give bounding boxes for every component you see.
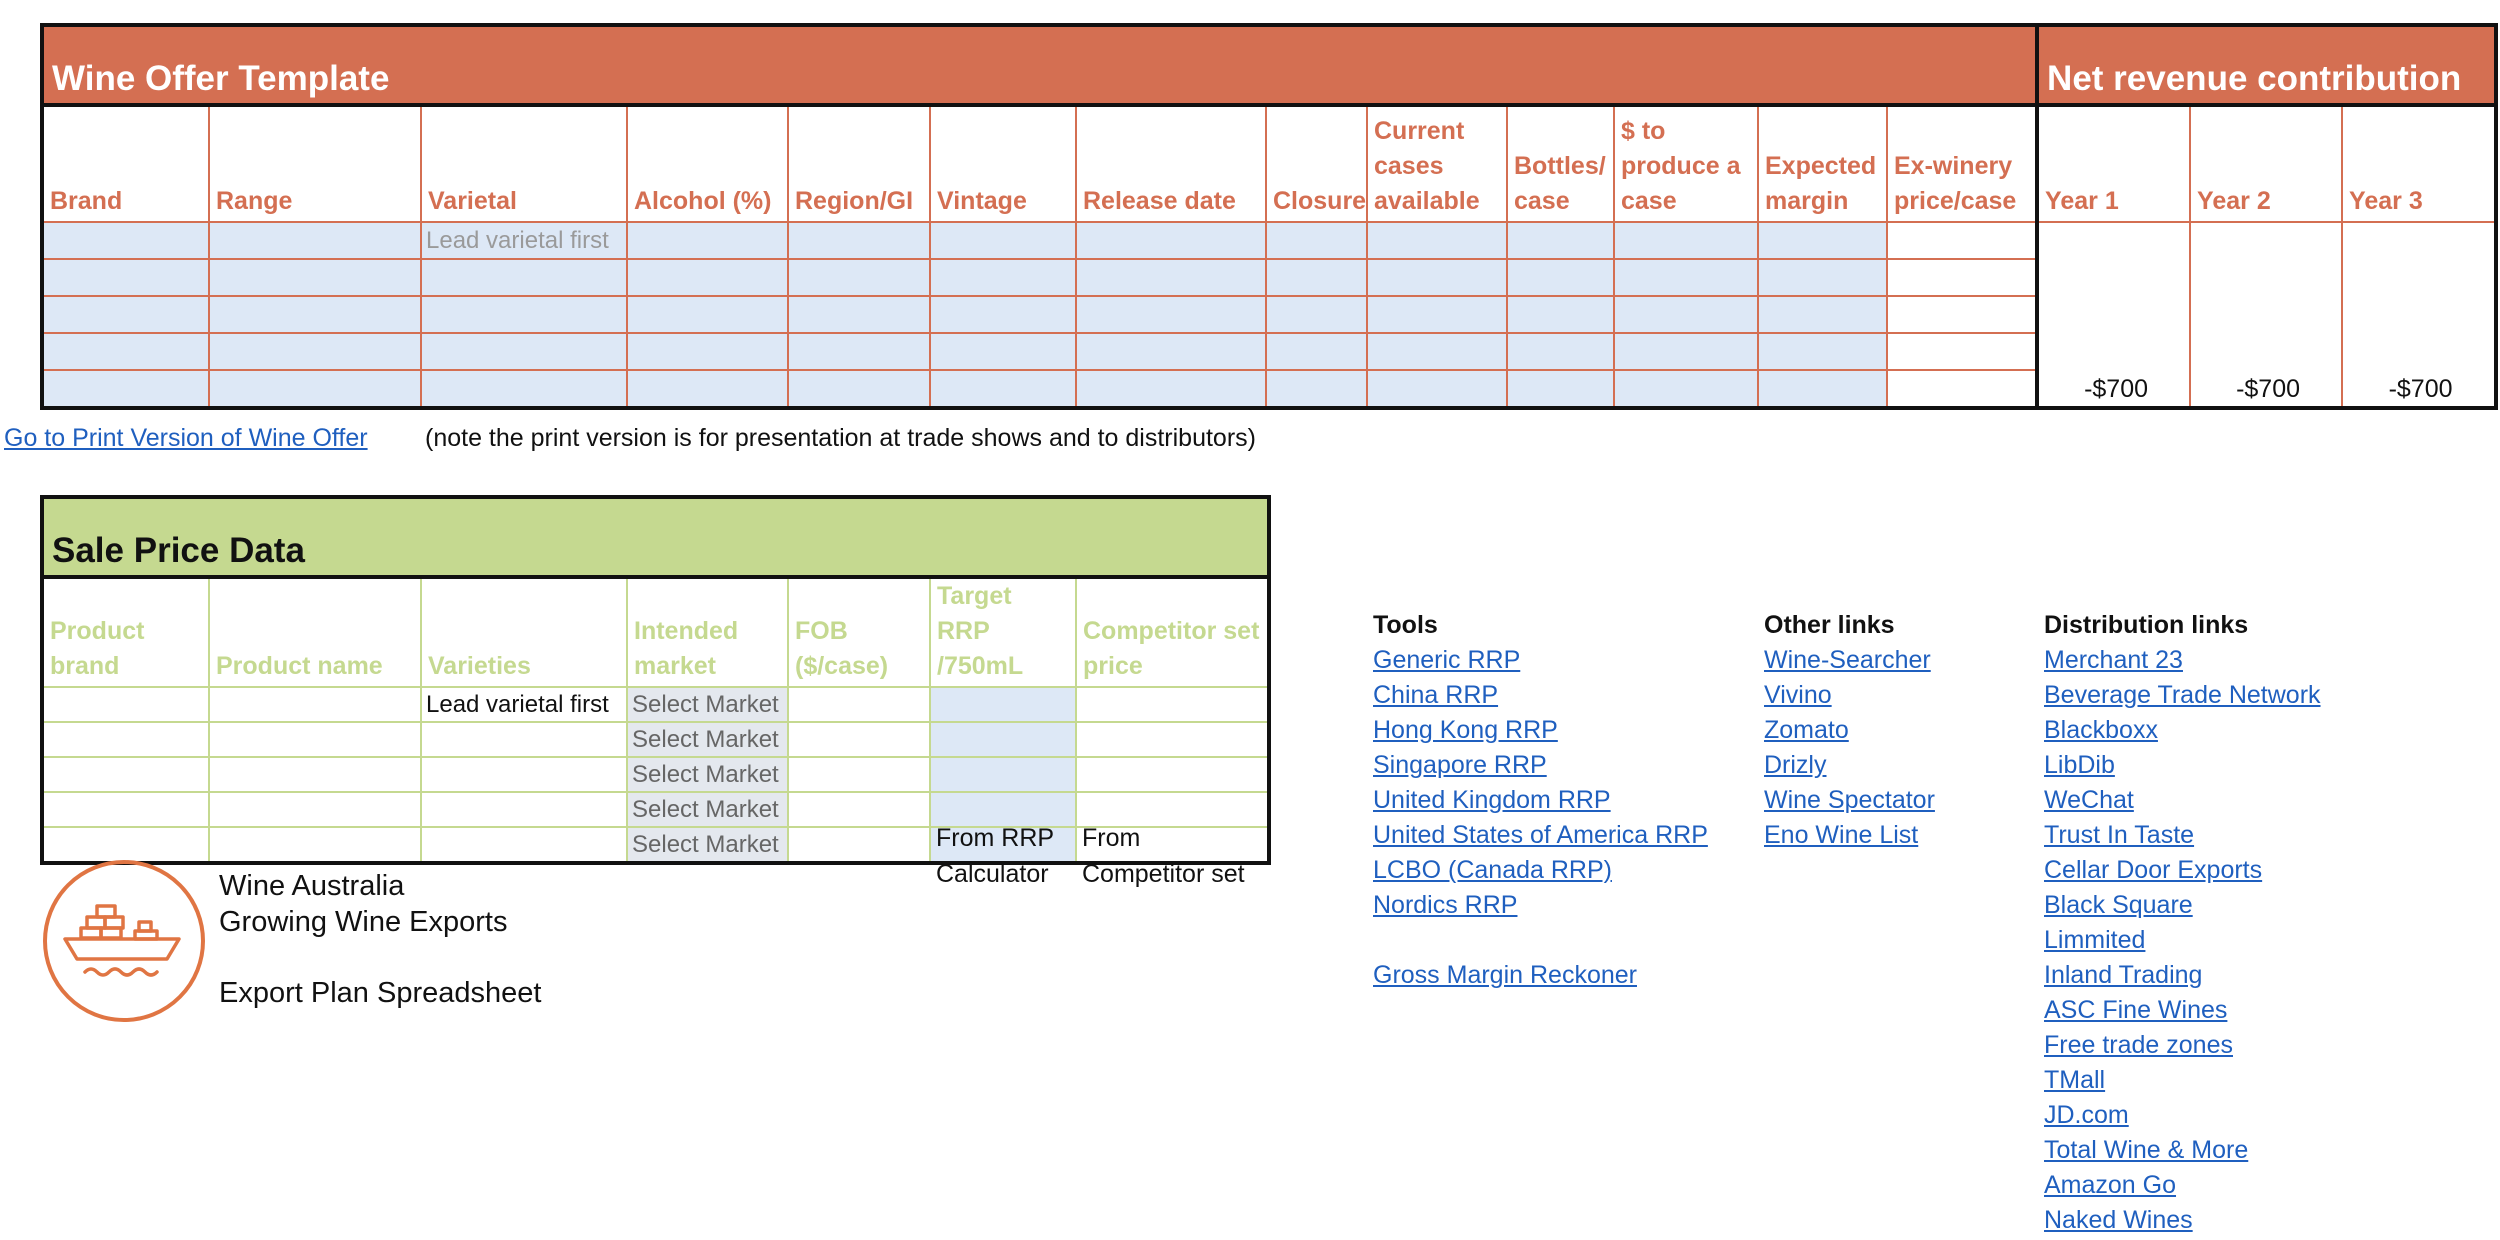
input-cell[interactable]	[627, 296, 788, 333]
input-cell[interactable]	[421, 259, 627, 296]
print-version-link[interactable]: Go to Print Version of Wine Offer	[4, 424, 368, 452]
input-cell[interactable]	[42, 722, 209, 757]
input-cell[interactable]	[42, 333, 209, 370]
tools-link-lcbo-rrp[interactable]: LCBO (Canada RRP)	[1373, 856, 1612, 884]
sale-price-title: Sale Price Data	[42, 497, 1269, 577]
input-cell[interactable]	[42, 687, 209, 722]
table-row	[42, 222, 2496, 259]
input-cell[interactable]	[421, 370, 627, 408]
input-cell[interactable]	[1507, 259, 1614, 296]
other-link-vivino[interactable]: Vivino	[1764, 681, 1832, 709]
input-cell[interactable]	[1758, 333, 1887, 370]
tools-link-nordics-rrp[interactable]: Nordics RRP	[1373, 891, 1518, 919]
input-cell[interactable]	[1367, 296, 1507, 333]
table-row	[42, 722, 1269, 757]
col-header-product-brand: Product brand	[42, 577, 209, 687]
col-header-intended-market: Intended market	[627, 577, 788, 687]
col-header-current-cases: Current cases available	[1367, 105, 1507, 222]
input-cell[interactable]	[627, 222, 788, 259]
input-cell[interactable]	[1367, 333, 1507, 370]
input-cell[interactable]	[1367, 222, 1507, 259]
other-links-list	[1764, 608, 1935, 853]
rrp-source-note: From RRP Calculator	[936, 824, 1055, 888]
rrp-cell[interactable]	[930, 757, 1076, 792]
col-header-bottles-case: Bottles/ case	[1507, 105, 1614, 222]
input-cell[interactable]	[421, 827, 627, 863]
col-header-year-2: Year 2	[2190, 105, 2342, 222]
col-header-competitor-price: Competitor set price	[1076, 577, 1269, 687]
other-link-eno-wine-list[interactable]: Eno Wine List	[1764, 821, 1919, 849]
dist-link[interactable]: Merchant 23	[2044, 646, 2183, 674]
input-cell[interactable]	[42, 222, 209, 259]
input-cell[interactable]	[1076, 757, 1269, 792]
market-select[interactable]: Select Market	[627, 792, 788, 827]
input-cell[interactable]	[788, 792, 930, 827]
col-header-expected-margin: Expected margin	[1758, 105, 1887, 222]
wine-australia-logo	[43, 860, 205, 1022]
input-cell[interactable]	[1758, 296, 1887, 333]
year-1-value: -$700	[2037, 222, 2190, 408]
input-cell[interactable]	[1266, 333, 1367, 370]
ex-winery-cell	[1887, 296, 2037, 333]
other-link-drizly[interactable]: Drizly	[1764, 751, 1827, 779]
input-cell[interactable]	[788, 333, 930, 370]
input-cell[interactable]	[1507, 222, 1614, 259]
input-cell[interactable]	[421, 792, 627, 827]
tools-link-singapore-rrp[interactable]: Singapore RRP	[1373, 751, 1547, 779]
input-cell[interactable]	[1266, 296, 1367, 333]
logo-line-1: Wine Australia	[219, 870, 405, 902]
tools-link-generic-rrp[interactable]: Generic RRP	[1373, 646, 1521, 674]
input-cell[interactable]	[209, 222, 421, 259]
market-select[interactable]: Select Market	[627, 827, 788, 863]
varieties-cell[interactable]: Lead varietal first	[421, 687, 627, 722]
cargo-ship-icon	[47, 864, 201, 1018]
input-cell[interactable]	[930, 259, 1076, 296]
input-cell[interactable]	[1614, 259, 1758, 296]
input-cell[interactable]	[788, 259, 930, 296]
tools-list	[1373, 608, 1708, 993]
net-revenue-title: Net revenue contribution	[2037, 25, 2496, 105]
dist-link[interactable]: Trust In Taste	[2044, 821, 2195, 849]
input-cell[interactable]	[42, 259, 209, 296]
input-cell[interactable]	[1507, 370, 1614, 408]
distribution-heading: Distribution links	[2044, 611, 2249, 639]
other-link-zomato[interactable]: Zomato	[1764, 716, 1849, 744]
input-cell[interactable]	[209, 333, 421, 370]
sale-price-table	[40, 495, 1271, 865]
input-cell[interactable]	[1076, 370, 1266, 408]
input-cell[interactable]	[788, 370, 930, 408]
input-cell[interactable]	[788, 757, 930, 792]
input-cell[interactable]	[1076, 296, 1266, 333]
col-header-fob: FOB ($/case)	[788, 577, 930, 687]
col-header-alcohol: Alcohol (%)	[627, 105, 788, 222]
logo-line-2: Growing Wine Exports	[219, 906, 508, 938]
dist-link[interactable]: JD.com	[2044, 1101, 2129, 1129]
input-cell[interactable]	[1614, 333, 1758, 370]
input-cell[interactable]	[209, 722, 421, 757]
col-header-cost-per-case: $ to produce a case	[1614, 105, 1758, 222]
input-cell[interactable]	[421, 757, 627, 792]
other-link-wine-spectator[interactable]: Wine Spectator	[1764, 786, 1935, 814]
dist-link[interactable]: Total Wine & More	[2044, 1136, 2249, 1164]
input-cell[interactable]	[1614, 296, 1758, 333]
dist-link[interactable]: Limmited	[2044, 926, 2146, 954]
input-cell[interactable]	[1266, 370, 1367, 408]
col-header-range: Range	[209, 105, 421, 222]
input-cell[interactable]	[421, 296, 627, 333]
table-row	[42, 757, 1269, 792]
dist-link[interactable]: Cellar Door Exports	[2044, 856, 2263, 884]
col-header-year-3: Year 3	[2342, 105, 2496, 222]
wine-offer-title: Wine Offer Template	[42, 25, 2037, 105]
input-cell[interactable]	[209, 370, 421, 408]
tools-link-uk-rrp[interactable]: United Kingdom RRP	[1373, 786, 1611, 814]
input-cell[interactable]	[42, 296, 209, 333]
col-header-varieties: Varieties	[421, 577, 627, 687]
input-cell[interactable]	[1266, 259, 1367, 296]
input-cell[interactable]	[930, 370, 1076, 408]
dist-link[interactable]: Black Square	[2044, 891, 2193, 919]
input-cell[interactable]	[1507, 333, 1614, 370]
col-header-release-date: Release date	[1076, 105, 1266, 222]
input-cell[interactable]	[627, 259, 788, 296]
input-cell[interactable]	[788, 687, 930, 722]
input-cell[interactable]	[1758, 370, 1887, 408]
input-cell[interactable]	[209, 296, 421, 333]
col-header-closure: Closure	[1266, 105, 1367, 222]
dist-link[interactable]: Inland Trading	[2044, 961, 2203, 989]
print-note: (note the print version is for presentation at trade shows and to distributors)	[425, 424, 1256, 452]
input-cell[interactable]	[1076, 333, 1266, 370]
col-header-year-1: Year 1	[2037, 105, 2190, 222]
input-cell[interactable]	[42, 827, 209, 863]
input-cell[interactable]	[421, 722, 627, 757]
input-cell[interactable]	[930, 333, 1076, 370]
input-cell[interactable]	[788, 722, 930, 757]
competitor-source-note: From Competitor set	[1082, 824, 1245, 888]
input-cell[interactable]	[930, 222, 1076, 259]
col-header-target-rrp: Target RRP /750mL	[930, 577, 1076, 687]
dist-link[interactable]: ASC Fine Wines	[2044, 996, 2228, 1024]
input-cell[interactable]	[421, 333, 627, 370]
col-header-ex-winery-price: Ex-winery price/case	[1887, 105, 2037, 222]
input-cell[interactable]	[209, 687, 421, 722]
input-cell[interactable]	[627, 333, 788, 370]
input-cell[interactable]	[209, 757, 421, 792]
input-cell[interactable]	[209, 259, 421, 296]
col-header-varietal: Varietal	[421, 105, 627, 222]
year-2-value: -$700	[2190, 222, 2342, 408]
input-cell[interactable]	[788, 827, 930, 863]
input-cell[interactable]	[1367, 259, 1507, 296]
input-cell[interactable]	[1076, 687, 1269, 722]
input-cell[interactable]	[1076, 722, 1269, 757]
market-select[interactable]: Select Market	[627, 722, 788, 757]
tools-link-usa-rrp[interactable]: United States of America RRP	[1373, 821, 1708, 849]
input-cell[interactable]	[1266, 222, 1367, 259]
input-cell[interactable]	[1614, 370, 1758, 408]
logo-line-3: Export Plan Spreadsheet	[219, 977, 542, 1009]
input-cell[interactable]	[1507, 296, 1614, 333]
input-cell[interactable]	[1076, 222, 1266, 259]
ex-winery-cell	[1887, 222, 2037, 259]
other-link-wine-searcher[interactable]: Wine-Searcher	[1764, 646, 1931, 674]
dist-link[interactable]: TMall	[2044, 1066, 2106, 1094]
dist-link[interactable]: Amazon Go	[2044, 1171, 2177, 1199]
dist-link[interactable]: WeChat	[2044, 786, 2134, 814]
input-cell[interactable]	[788, 222, 930, 259]
dist-link[interactable]: LibDib	[2044, 751, 2115, 779]
dist-link[interactable]: Beverage Trade Network	[2044, 681, 2321, 709]
col-header-region: Region/GI	[788, 105, 930, 222]
varietal-input-cell[interactable]: Lead varietal first	[421, 222, 627, 259]
table-row	[42, 687, 1269, 722]
input-cell[interactable]	[627, 370, 788, 408]
col-header-brand: Brand	[42, 105, 209, 222]
distribution-links-list	[2044, 608, 2321, 1238]
input-cell[interactable]	[1614, 222, 1758, 259]
ex-winery-cell	[1887, 333, 2037, 370]
col-header-product-name: Product name	[209, 577, 421, 687]
other-links-heading: Other links	[1764, 611, 1895, 639]
rrp-cell[interactable]	[930, 722, 1076, 757]
ex-winery-cell	[1887, 370, 2037, 408]
input-cell[interactable]	[1758, 222, 1887, 259]
input-cell[interactable]	[930, 296, 1076, 333]
input-cell[interactable]	[1758, 259, 1887, 296]
col-header-vintage: Vintage	[930, 105, 1076, 222]
year-3-value: -$700	[2342, 222, 2496, 408]
input-cell[interactable]	[42, 757, 209, 792]
tools-link-china-rrp[interactable]: China RRP	[1373, 681, 1499, 709]
rrp-cell[interactable]	[930, 687, 1076, 722]
market-select[interactable]: Select Market	[627, 687, 788, 722]
market-select[interactable]: Select Market	[627, 757, 788, 792]
input-cell[interactable]	[209, 827, 421, 863]
input-cell[interactable]	[42, 370, 209, 408]
tools-heading: Tools	[1373, 611, 1438, 639]
input-cell[interactable]	[42, 792, 209, 827]
input-cell[interactable]	[1367, 370, 1507, 408]
dist-link[interactable]: Blackboxx	[2044, 716, 2158, 744]
tools-link-gross-margin-reckoner[interactable]: Gross Margin Reckoner	[1373, 961, 1637, 989]
wine-offer-table	[40, 23, 2498, 410]
tools-link-hong-kong-rrp[interactable]: Hong Kong RRP	[1373, 716, 1558, 744]
dist-link[interactable]: Naked Wines	[2044, 1206, 2193, 1234]
input-cell[interactable]	[209, 792, 421, 827]
input-cell[interactable]	[788, 296, 930, 333]
ex-winery-cell	[1887, 259, 2037, 296]
dist-link[interactable]: Free trade zones	[2044, 1031, 2233, 1059]
input-cell[interactable]	[1076, 259, 1266, 296]
